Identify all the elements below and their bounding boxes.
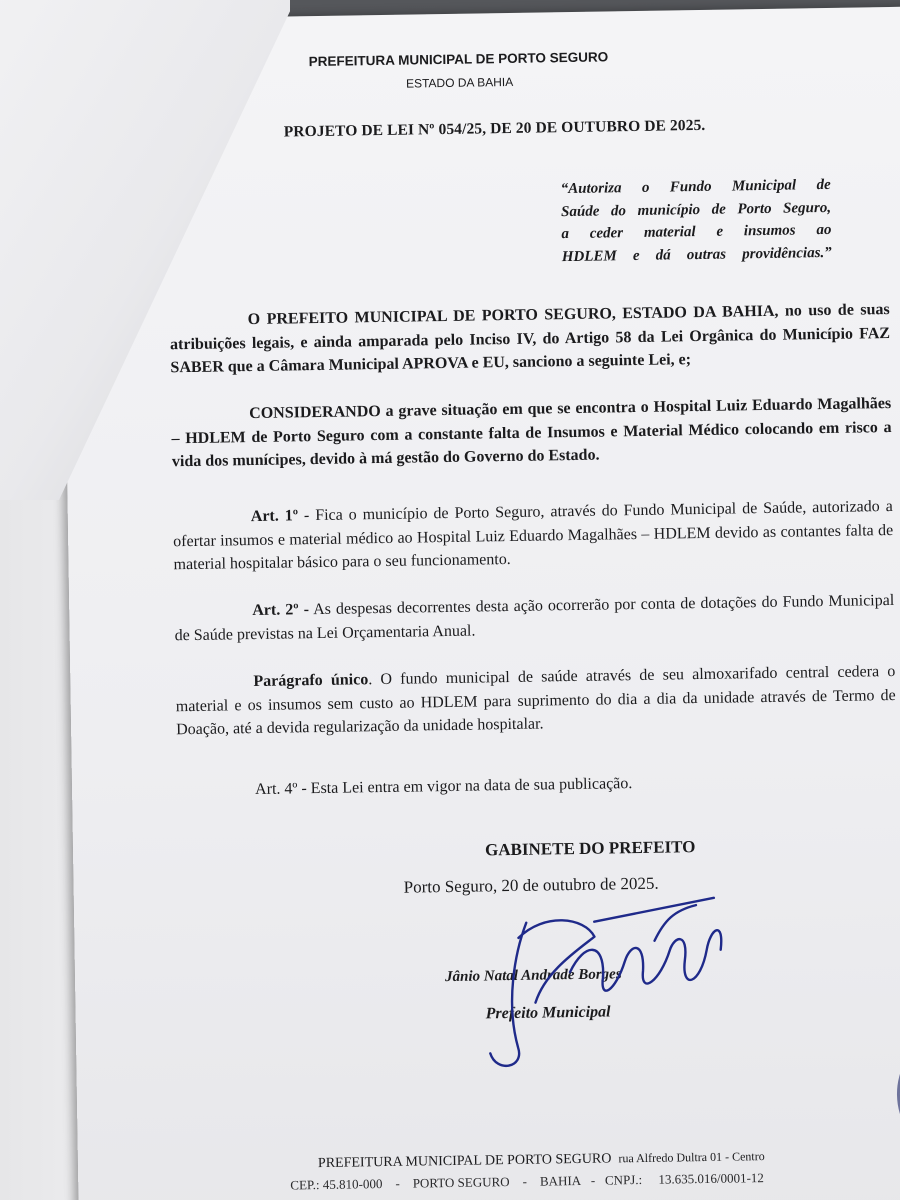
footer-city: PORTO SEGURO	[412, 1174, 510, 1191]
considerando-paragraph	[171, 392, 892, 474]
place-date: Porto Seguro, 20 de outubro de 2025.	[403, 873, 659, 897]
footer-sep: -	[395, 1175, 400, 1191]
art2-label: Art. 2º -	[252, 601, 310, 620]
paragrafo-text: . O fundo municipal de saúde através de seu almoxarifado central cedera o material e os insumos sem custo ao HDLEM para suprimento do dia a dia da unidade através de Termo de Doação, até a devida regularização da unidade hospitalar.	[175, 662, 896, 739]
art2-text: As despesas decorrentes desta ação ocorrerão por conta de dotações do Fundo Municipal de Saúde previstas na Lei Orçamentaria Anual.	[174, 591, 895, 644]
footer-org-line	[318, 1149, 765, 1172]
preamble-paragraph	[170, 298, 891, 380]
handwritten-signature	[474, 880, 737, 1084]
art2-paragraph	[174, 589, 895, 647]
footer-address: rua Alfredo Dultra 01 - Centro	[618, 1149, 765, 1166]
footer-contact-line	[290, 1170, 764, 1193]
summary-line: HDLEM e dá outras providências.”	[561, 244, 832, 265]
footer-org: PREFEITURA MUNICIPAL DE PORTO SEGURO	[317, 1151, 612, 1172]
preamble-bold: O PREFEITO MUNICIPAL DE PORTO SEGURO, ESTADO DA BAHIA,	[247, 302, 779, 329]
footer-cep: CEP.: 45.810-000	[290, 1176, 383, 1193]
summary-line: “Autoriza o Fundo Municipal de	[560, 176, 831, 198]
footer-sep: -	[590, 1172, 596, 1188]
preamble-text: no uso de suas atribuições legais, e ainda amparada pelo Inciso IV, do Artigo 58 da Lei Orgânica do Município FAZ SABER que a Câmara Municipal APROVA e EU, sanciono a seguinte Lei, e;	[169, 301, 891, 377]
art1-text: - Fica o município de Porto Seguro, através do Fundo Municipal de Saúde, autorizado a ofertar insumos e material médico ao Hospital Luiz Eduardo Magalhães – HDLEM devido as contantes falta de material hospitalar básico para o seu funcionamento.	[173, 497, 894, 574]
signer-role: Prefeito Municipal	[485, 1003, 611, 1023]
paragrafo-label: Parágrafo único	[253, 671, 369, 691]
footer-cnpj: 13.635.016/0001-12	[658, 1170, 764, 1187]
footer-sep: -	[522, 1173, 528, 1189]
footer-cnpj-label: CNPJ.:	[604, 1171, 643, 1188]
bill-title: PROJETO DE LEI Nº 054/25, DE 20 DE OUTUBRO DE 2025.	[283, 116, 706, 141]
bill-summary	[561, 174, 832, 268]
office-heading: GABINETE DO PREFEITO	[484, 837, 696, 860]
art1-label: Art. 1º	[250, 507, 299, 526]
summary-line: a ceder material e insumos ao	[561, 221, 832, 243]
art4-text: Art. 4º - Esta Lei entra em vigor na data de sua publicação.	[254, 775, 633, 799]
considerando-text: CONSIDERANDO a grave situação em que se encontra o Hospital Luiz Eduardo Magalhães – HDLEM de Porto Seguro com a constante falta de Insumos e Material Médico colocando em risco a vida dos munícipes, devido à má gestão do Governo do Estado.	[171, 394, 892, 471]
footer-state: BAHIA	[539, 1172, 582, 1189]
summary-line: Saúde do município de Porto Seguro,	[560, 199, 832, 220]
official-stamp-icon	[896, 1046, 900, 1143]
state-header: ESTADO DA BAHIA	[405, 74, 514, 91]
org-header: PREFEITURA MUNICIPAL DE PORTO SEGURO	[308, 49, 609, 70]
art1-paragraph	[173, 495, 894, 577]
paragrafo-unico	[175, 660, 896, 742]
signer-name: Jânio Natal Andrade Borges	[444, 966, 622, 986]
art4-paragraph	[177, 768, 897, 803]
